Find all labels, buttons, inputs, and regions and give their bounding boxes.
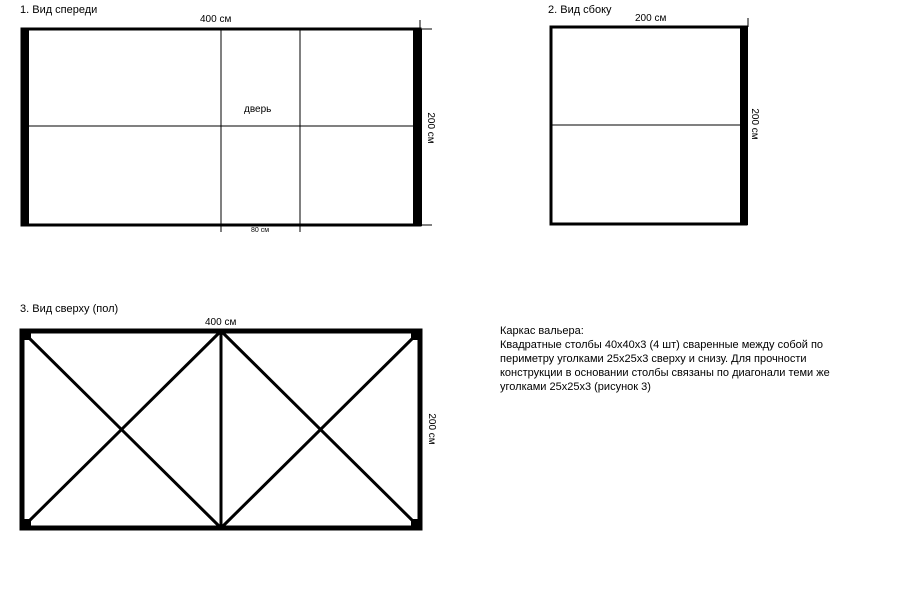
description-body: Квадратные столбы 40х40х3 (4 шт) сваренные между собой по периметру уголками 25х25х3 сверху и снизу. Для прочности конструкции в основании столбы связаны по диагонали теми же уголками 25х25х3 (рисунок 3): [500, 339, 830, 393]
top-post-nw: [20, 329, 31, 340]
front-right-post: [413, 29, 422, 226]
top-post-se: [411, 519, 422, 530]
top-height-dimension: 200 см: [426, 413, 437, 445]
top-width-dimension: 400 см: [205, 317, 237, 328]
door-label: дверь: [244, 104, 272, 115]
front-view-title: 1. Вид спереди: [20, 4, 98, 16]
front-left-post: [21, 29, 29, 226]
door-width-dimension: 80 см: [251, 227, 270, 234]
top-view-title: 3. Вид сверху (пол): [20, 303, 119, 315]
description-heading: Каркас вальера:: [500, 325, 584, 337]
side-right-post: [740, 27, 748, 225]
front-width-dimension: 400 см: [200, 14, 232, 25]
frame-description: [500, 324, 870, 394]
side-width-dimension: 200 см: [635, 13, 667, 24]
front-height-dimension: 200 см: [425, 112, 436, 144]
side-height-dimension: 200 см: [749, 108, 760, 140]
side-view-drawing: [551, 18, 748, 225]
side-view-title: 2. Вид сбоку: [548, 4, 612, 16]
top-post-sw: [20, 519, 31, 530]
front-view-drawing: [21, 20, 432, 232]
top-post-ne: [411, 329, 422, 340]
top-view-drawing: [20, 329, 422, 530]
